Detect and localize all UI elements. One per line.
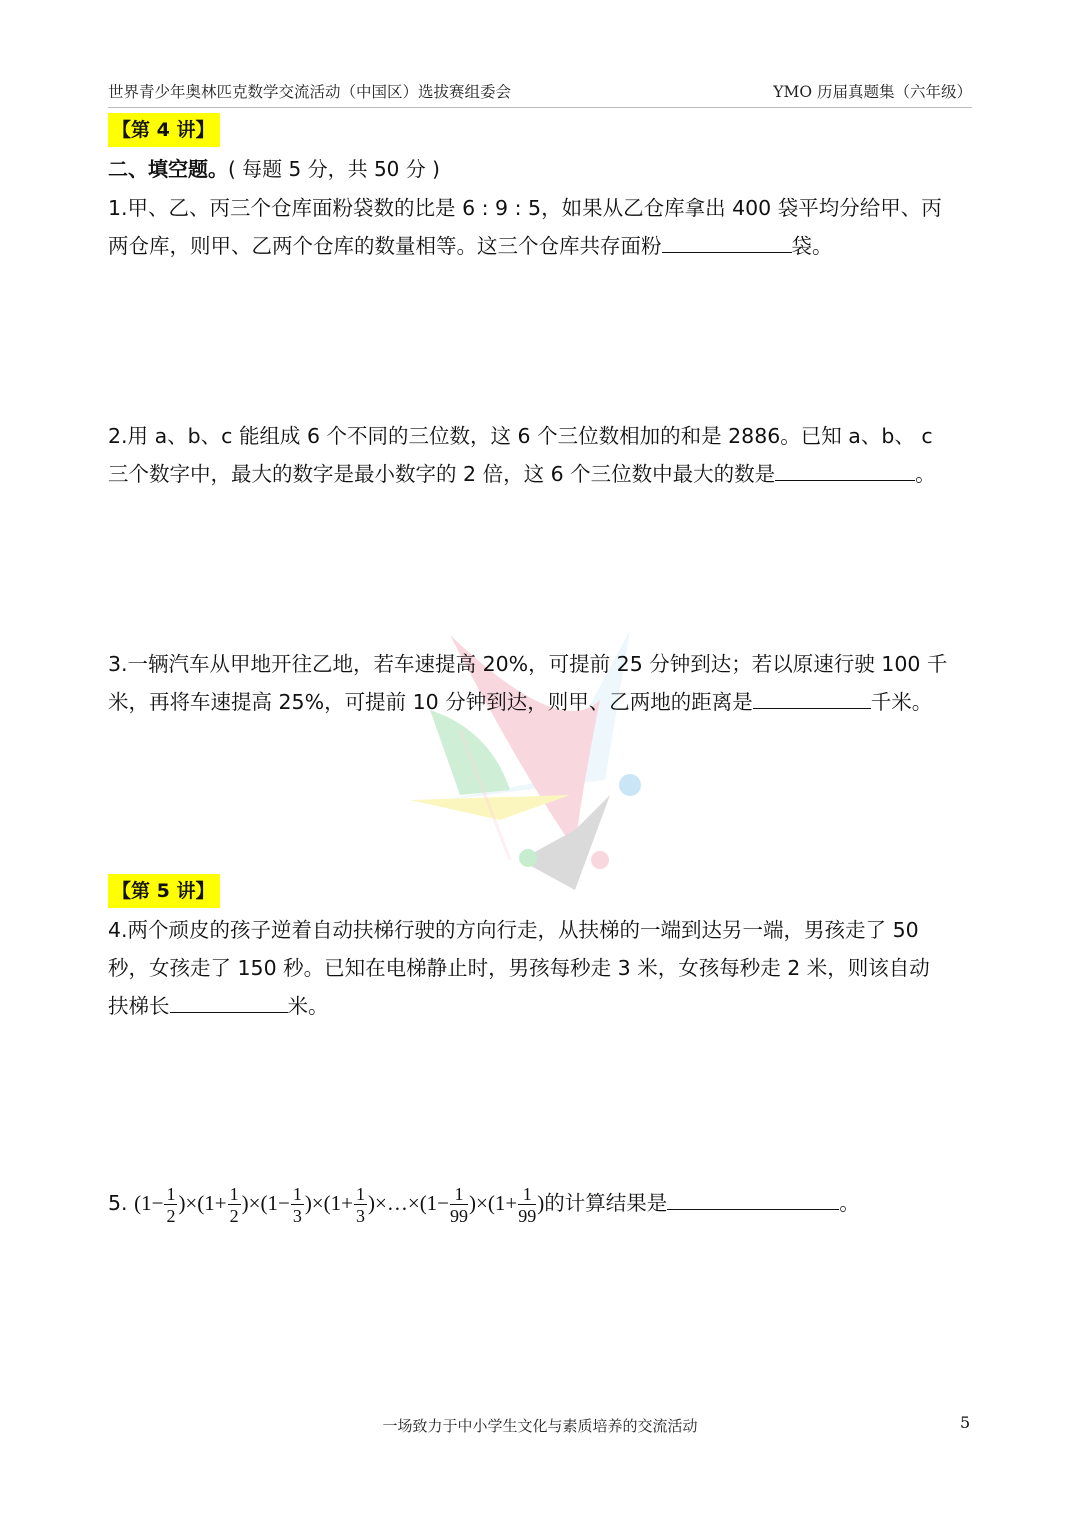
section-title: 二、填空题。 [108, 157, 228, 181]
q5-term-open: (1− [134, 1191, 164, 1215]
q2-line2: 三个数字中，最大的数字是最小数字的 2 倍，这 6 个三位数中最大的数是 [108, 462, 776, 486]
q4-line1: 4.两个顽皮的孩子逆着自动扶梯行驶的方向行走，从扶梯的一端到达另一端，男孩走了 50 [108, 918, 919, 942]
q3-line1: 3.一辆汽车从甲地开往乙地，若车速提高 20%，可提前 25 分钟到达；若以原速行驶 100 千 [108, 652, 948, 676]
header-book-title: YMO 历届真题集（六年级） [773, 83, 972, 101]
q5-numerator: 1 [518, 1184, 536, 1205]
q5-term-open: (1− [419, 1191, 450, 1215]
q5-term-open: (1+ [487, 1191, 518, 1215]
q1-answer-blank [662, 230, 792, 253]
q5-fraction [228, 1184, 241, 1227]
section-note: ( 每题 5 分，共 50 分 ) [228, 157, 440, 181]
q5-denominator: 99 [450, 1205, 469, 1226]
question-2 [108, 417, 978, 493]
page-header [108, 80, 972, 104]
q2-line1: 2.用 a、b、c 能组成 6 个不同的三位数，这 6 个三位数相加的和是 2886。已知 a、b、 c [108, 424, 933, 448]
q3-line2: 米，再将车速提高 25%，可提前 10 分钟到达，则甲、乙两地的距离是 [108, 690, 753, 714]
q5-term-close: )× [178, 1191, 198, 1215]
q5-fraction [518, 1184, 536, 1227]
q4-line2: 秒，女孩走了 150 秒。已知在电梯静止时，男孩每秒走 3 米，女孩每秒走 2 米，则该自动 [108, 956, 930, 980]
q5-fraction [291, 1184, 304, 1227]
section-heading [108, 153, 440, 185]
q5-prefix: 5. [108, 1191, 128, 1215]
q5-numerator: 1 [292, 1183, 302, 1204]
q5-term-close: ) [537, 1191, 545, 1215]
lecture-4-label: 【第 4 讲】 [108, 113, 220, 147]
q5-denominator: 99 [518, 1205, 537, 1226]
q5-term-close: )×…× [368, 1191, 420, 1215]
q5-denominator: 3 [356, 1205, 365, 1226]
q5-fraction [450, 1184, 468, 1227]
q1-line2: 两仓库，则甲、乙两个仓库的数量相等。这三个仓库共存面粉 [108, 234, 662, 258]
header-divider [108, 107, 972, 108]
page-number: 5 [960, 1413, 971, 1432]
lecture-5-label: 【第 5 讲】 [108, 874, 220, 908]
q5-term-close: )× [304, 1191, 324, 1215]
q2-answer-blank [775, 458, 915, 481]
q5-denominator: 2 [166, 1205, 176, 1226]
page-footer: 一场致力于中小学生文化与素质培养的交流活动 [382, 1417, 698, 1435]
q4-tail: 米。 [287, 994, 329, 1018]
question-1 [108, 189, 978, 265]
q5-term-open: (1+ [197, 1191, 227, 1215]
question-3 [108, 645, 978, 721]
q5-term-close: )× [241, 1191, 261, 1215]
q5-term-open: (1− [260, 1191, 290, 1215]
q4-answer-blank [170, 990, 288, 1013]
q3-tail: 千米。 [870, 690, 933, 714]
header-organizer: 世界青少年奥林匹克数学交流活动（中国区）选拔赛组委会 [108, 83, 512, 101]
q5-fraction [164, 1184, 177, 1227]
q5-fraction [354, 1184, 367, 1227]
q5-term-close: )× [469, 1191, 488, 1215]
q4-line3: 扶梯长 [108, 994, 170, 1018]
q1-line1: 1.甲、乙、丙三个仓库面粉袋数的比是 6 : 9 : 5，如果从乙仓库拿出 400 袋平均分给甲、丙 [108, 196, 942, 220]
q2-tail: 。 [915, 462, 936, 486]
q5-denominator: 2 [229, 1205, 239, 1226]
q3-answer-blank [753, 686, 871, 709]
q5-numerator: 1 [450, 1184, 468, 1205]
q5-numerator: 1 [356, 1183, 365, 1204]
q5-expression [134, 1183, 545, 1226]
question-4 [108, 911, 978, 1025]
q5-answer-blank [667, 1187, 839, 1210]
q5-tail: 。 [839, 1191, 860, 1215]
q5-suffix: 的计算结果是 [544, 1191, 668, 1215]
q5-term-open: (1+ [323, 1191, 353, 1215]
q5-denominator: 3 [292, 1205, 302, 1226]
q1-tail: 袋。 [791, 234, 833, 258]
q5-numerator: 1 [166, 1183, 176, 1204]
question-5 [108, 1178, 978, 1228]
q5-numerator: 1 [229, 1183, 239, 1204]
